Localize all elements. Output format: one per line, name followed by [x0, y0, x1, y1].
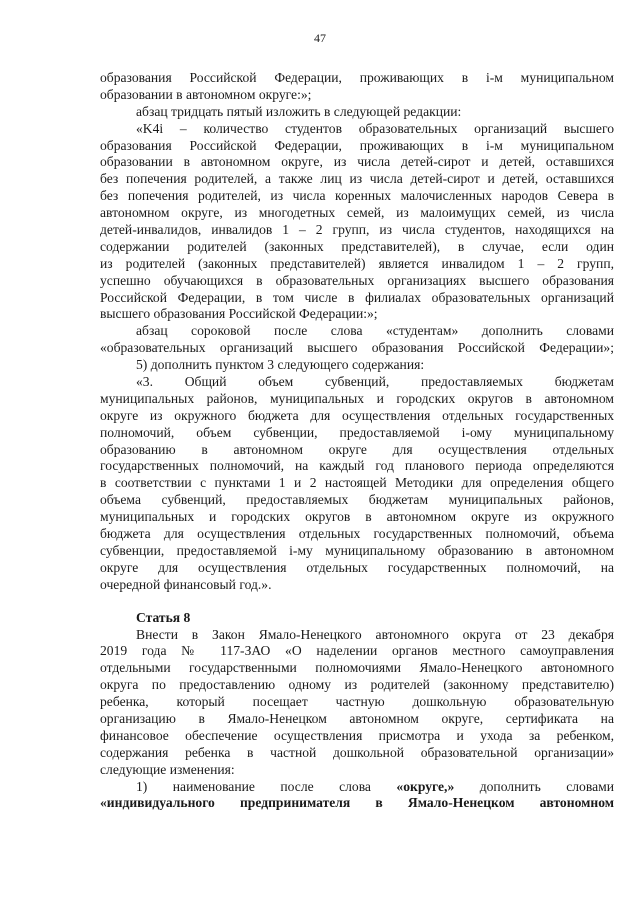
item-text-end: дополнить словами	[479, 778, 614, 794]
text-line: «K4i – количество студентов образовательных организаций высшего	[136, 120, 614, 136]
text-line: муниципальных районов, муниципальных и городских округов в автономном	[100, 390, 614, 406]
item-number: 1)	[136, 778, 148, 794]
text-line: из родителей (законных представителей) является инвалидом 1 – 2 групп,	[100, 255, 614, 271]
list-item-1	[100, 779, 614, 796]
text-line: отдельными государственными полномочиями Ямало-Ненецкого автономного	[100, 660, 614, 676]
text-line: без попечения родителей, а также лиц из числа детей-сирот и детей, оставшихся	[100, 171, 614, 187]
text-line: «3. Общий объем субвенций, предоставляемых бюджетам	[136, 374, 614, 390]
text-line-bold: «индивидуального предпринимателя в Ямало-Ненецком автономном	[100, 795, 614, 811]
text-line: «образовательных организаций высшего образования Российской Федерации»;	[100, 340, 614, 356]
text-line: образования Российской Федерации, проживающих в i-м муниципальном	[100, 137, 614, 153]
text-line: округе для осуществления отдельных государственных полномочий, на	[100, 559, 614, 575]
text-line: финансовое обеспечение осуществления присмотра и ухода за ребенком,	[100, 727, 614, 743]
item-text: наименование после слова	[172, 778, 371, 794]
text-line: абзац тридцать пятый изложить в следующей редакции:	[136, 103, 462, 119]
text-line: следующие изменения:	[100, 761, 235, 777]
text-line: ребенка, который посещает частную дошкольную образовательную	[100, 694, 614, 710]
text-line: содержания ребенка в частной дошкольной образовательной организации»	[100, 744, 614, 760]
text-line: округа по предоставлению одному из родителей (законному представителю)	[100, 677, 614, 693]
text-line: в соответствии с пунктами 1 и 2 настоящей Методики для определения общего	[100, 475, 614, 491]
text-line: без попечения родителей, из числа коренных малочисленных народов Севера в	[100, 188, 614, 204]
text-line: муниципальных и городских округов в автономном округе из окружного	[100, 509, 614, 525]
spacer	[100, 594, 614, 610]
page-number: 47	[314, 31, 326, 45]
text-line: бюджета для осуществления отдельных государственных полномочий, объема	[100, 526, 614, 542]
document-body	[100, 70, 614, 812]
text-line: организацию в Ямало-Ненецком автономном округе, сертификата на	[100, 710, 614, 726]
text-line: успешно обучающихся в образовательных организациях высшего образования	[100, 272, 614, 288]
text-line: автономном округе, из многодетных семей, из малоимущих семей, из числа	[100, 205, 614, 221]
text-line: образовании в автономном округе:»;	[100, 86, 312, 102]
text-line: абзац сороковой после слова «студентам» дополнить словами	[136, 323, 614, 339]
text-line: очередной финансовый год.».	[100, 576, 272, 592]
text-line: Российской Федерации, в том числе в филиалах образовательных организаций	[100, 289, 614, 305]
text-line: содержании родителей (законных представителей), в случае, если один	[100, 238, 614, 254]
text-line: государственных полномочий, на каждый год планового периода определяются	[100, 458, 614, 474]
text-line: полномочий, объем субвенции, предоставляемой i-ому муниципальному	[100, 424, 614, 440]
text-line: округе из окружного бюджета для осуществления отдельных государственных	[100, 407, 614, 423]
text-line: образованию в автономном округе для осуществления отдельных	[100, 441, 614, 457]
text-line: субвенции, предоставляемой i-му муниципальному образованию в автономном	[100, 542, 614, 558]
article-heading: Статья 8	[136, 609, 191, 625]
text-line: 5) дополнить пунктом 3 следующего содержания:	[136, 357, 425, 373]
text-line: детей-инвалидов, инвалидов 1 – 2 групп, из числа студентов, находящихся на	[100, 222, 614, 238]
text-line: высшего образования Российской Федерации:»;	[100, 306, 378, 322]
text-line: образовании в автономном округе, из числа детей-сирот и детей, оставшихся	[100, 154, 614, 170]
text-line: 2019 года № 117-ЗАО «О наделении органов местного самоуправления	[100, 643, 614, 659]
item-bold-word: «округе,»	[396, 778, 455, 794]
text-line: Внести в Закон Ямало-Ненецкого автономного округа от 23 декабря	[136, 626, 614, 642]
text-line: объема субвенций, предоставляемых бюджетам муниципальных районов,	[100, 492, 614, 508]
text-line: образования Российской Федерации, проживающих в i-м муниципальном	[100, 70, 614, 85]
